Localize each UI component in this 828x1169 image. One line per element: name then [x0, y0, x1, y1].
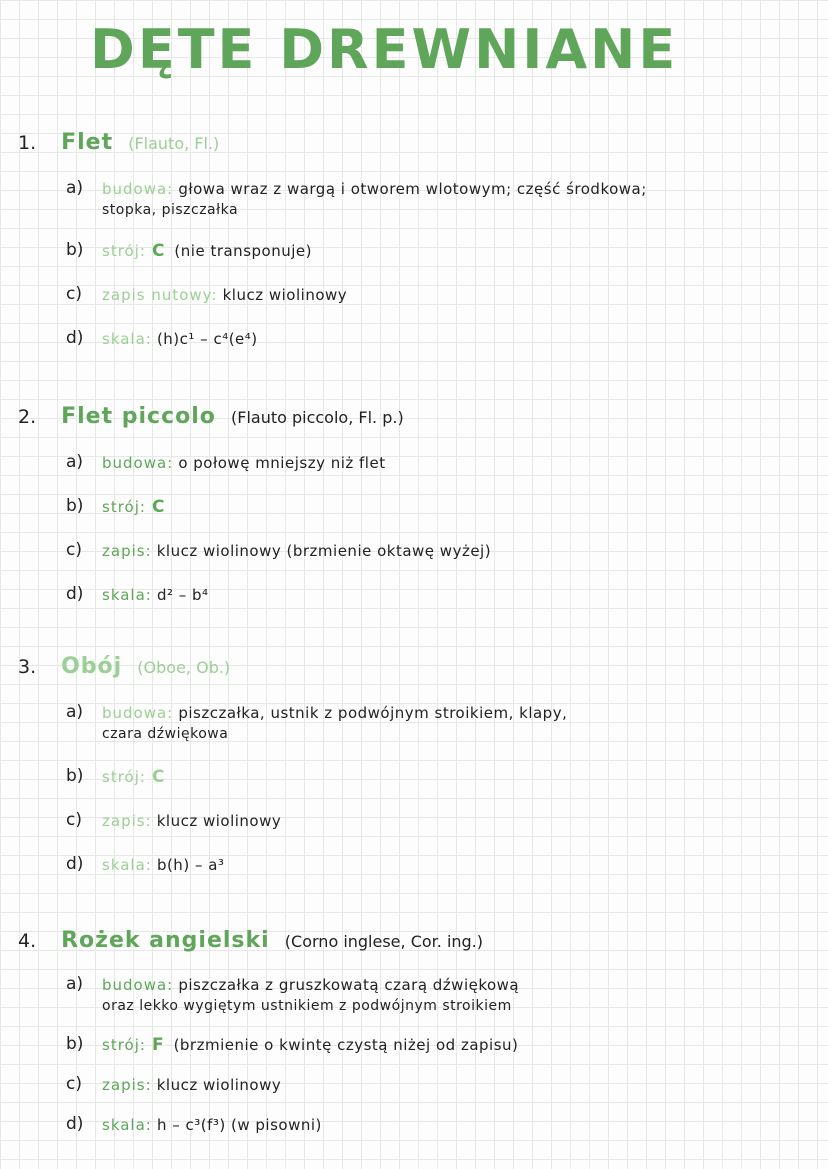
item-value: głowa wraz z wargą i otworem wlotowym; część środkowa; [178, 180, 647, 198]
tuning-key: C [151, 767, 165, 787]
section-oboj [18, 654, 818, 876]
item-letter: c) [66, 284, 82, 304]
item-value: piszczałka z gruszkowatą czarą dźwiękową [178, 976, 520, 994]
instrument-name: Rożek angielski [61, 928, 270, 953]
list-item [66, 284, 818, 306]
item-letter: b) [66, 240, 84, 260]
list-item [66, 240, 818, 262]
item-letter: d) [66, 584, 84, 604]
list-item [66, 1114, 818, 1136]
item-letter: c) [66, 540, 82, 560]
section-number: 3. [18, 656, 37, 678]
item-value: o połowę mniejszy niż flet [178, 454, 386, 472]
section-heading [18, 130, 818, 164]
item-label: zapis nutowy: [102, 286, 218, 304]
list-item [66, 1034, 818, 1056]
item-letter: a) [66, 974, 84, 994]
section-number: 4. [18, 930, 37, 952]
item-letter: a) [66, 702, 84, 722]
item-label: zapis: [102, 542, 152, 560]
instrument-name: Obój [61, 654, 123, 679]
item-value: (brzmienie o kwintę czystą niżej od zapisu) [173, 1036, 519, 1054]
item-label: zapis: [102, 812, 152, 830]
item-label: skala: [102, 586, 152, 604]
list-item [66, 328, 818, 350]
item-letter: b) [66, 496, 84, 516]
item-letter: a) [66, 452, 84, 472]
item-value: b(h) – a³ [156, 856, 225, 874]
item-value: d² – b⁴ [156, 586, 209, 604]
item-label: strój: [102, 768, 146, 786]
list-item [66, 584, 818, 606]
item-value: h – c³(f³) (w pisowni) [156, 1116, 322, 1134]
section-number: 2. [18, 406, 37, 428]
instrument-latin-name: (Oboe, Ob.) [137, 658, 231, 677]
instrument-latin-name: (Flauto piccolo, Fl. p.) [231, 408, 404, 427]
item-label: skala: [102, 1116, 152, 1134]
section-heading [18, 654, 818, 688]
item-letter: b) [66, 766, 84, 786]
list-item [66, 496, 818, 518]
item-label: budowa: [102, 704, 174, 722]
list-item [66, 452, 818, 474]
instrument-latin-name: (Corno inglese, Cor. ing.) [284, 932, 484, 951]
item-letter: c) [66, 810, 82, 830]
section-heading [18, 404, 818, 438]
section-flet-piccolo [18, 404, 818, 606]
item-value: (h)c¹ – c⁴(e⁴) [156, 330, 258, 348]
instrument-latin-name: (Flauto, Fl.) [128, 134, 220, 153]
list-item [66, 540, 818, 562]
item-label: budowa: [102, 454, 174, 472]
item-label: strój: [102, 242, 146, 260]
tuning-key: C [151, 241, 165, 261]
item-label: budowa: [102, 976, 174, 994]
item-value: (nie transponuje) [174, 242, 312, 260]
tuning-key: C [151, 497, 165, 517]
section-heading [18, 928, 818, 962]
item-letter: a) [66, 178, 84, 198]
list-item [66, 702, 818, 744]
section-rozek-angielski [18, 928, 818, 1136]
item-label: skala: [102, 856, 152, 874]
item-letter: b) [66, 1034, 84, 1054]
instrument-name: Flet piccolo [61, 404, 216, 429]
item-value: klucz wiolinowy [156, 812, 282, 830]
page-title: DĘTE DREWNIANE [90, 18, 679, 81]
item-value-continued: oraz lekko wygiętym ustnikiem z podwójnym stroikiem [102, 998, 512, 1014]
item-value: klucz wiolinowy [222, 286, 348, 304]
list-item [66, 766, 818, 788]
item-label: zapis: [102, 1076, 152, 1094]
section-flet [18, 130, 818, 350]
item-value-continued: stopka, piszczałka [102, 202, 239, 218]
list-item [66, 854, 818, 876]
list-item [66, 810, 818, 832]
item-value-continued: czara dźwiękowa [102, 726, 229, 742]
instrument-name: Flet [61, 130, 114, 155]
tuning-key: F [151, 1035, 164, 1055]
list-item [66, 178, 818, 220]
item-value: klucz wiolinowy (brzmienie oktawę wyżej) [156, 542, 492, 560]
item-label: skala: [102, 330, 152, 348]
section-number: 1. [18, 132, 37, 154]
item-label: strój: [102, 1036, 146, 1054]
item-letter: c) [66, 1074, 82, 1094]
item-value: klucz wiolinowy [156, 1076, 282, 1094]
item-letter: d) [66, 854, 84, 874]
item-label: budowa: [102, 180, 174, 198]
list-item [66, 974, 818, 1016]
item-value: piszczałka, ustnik z podwójnym stroikiem, klapy, [178, 704, 568, 722]
item-label: strój: [102, 498, 146, 516]
list-item [66, 1074, 818, 1096]
item-letter: d) [66, 328, 84, 348]
item-letter: d) [66, 1114, 84, 1134]
